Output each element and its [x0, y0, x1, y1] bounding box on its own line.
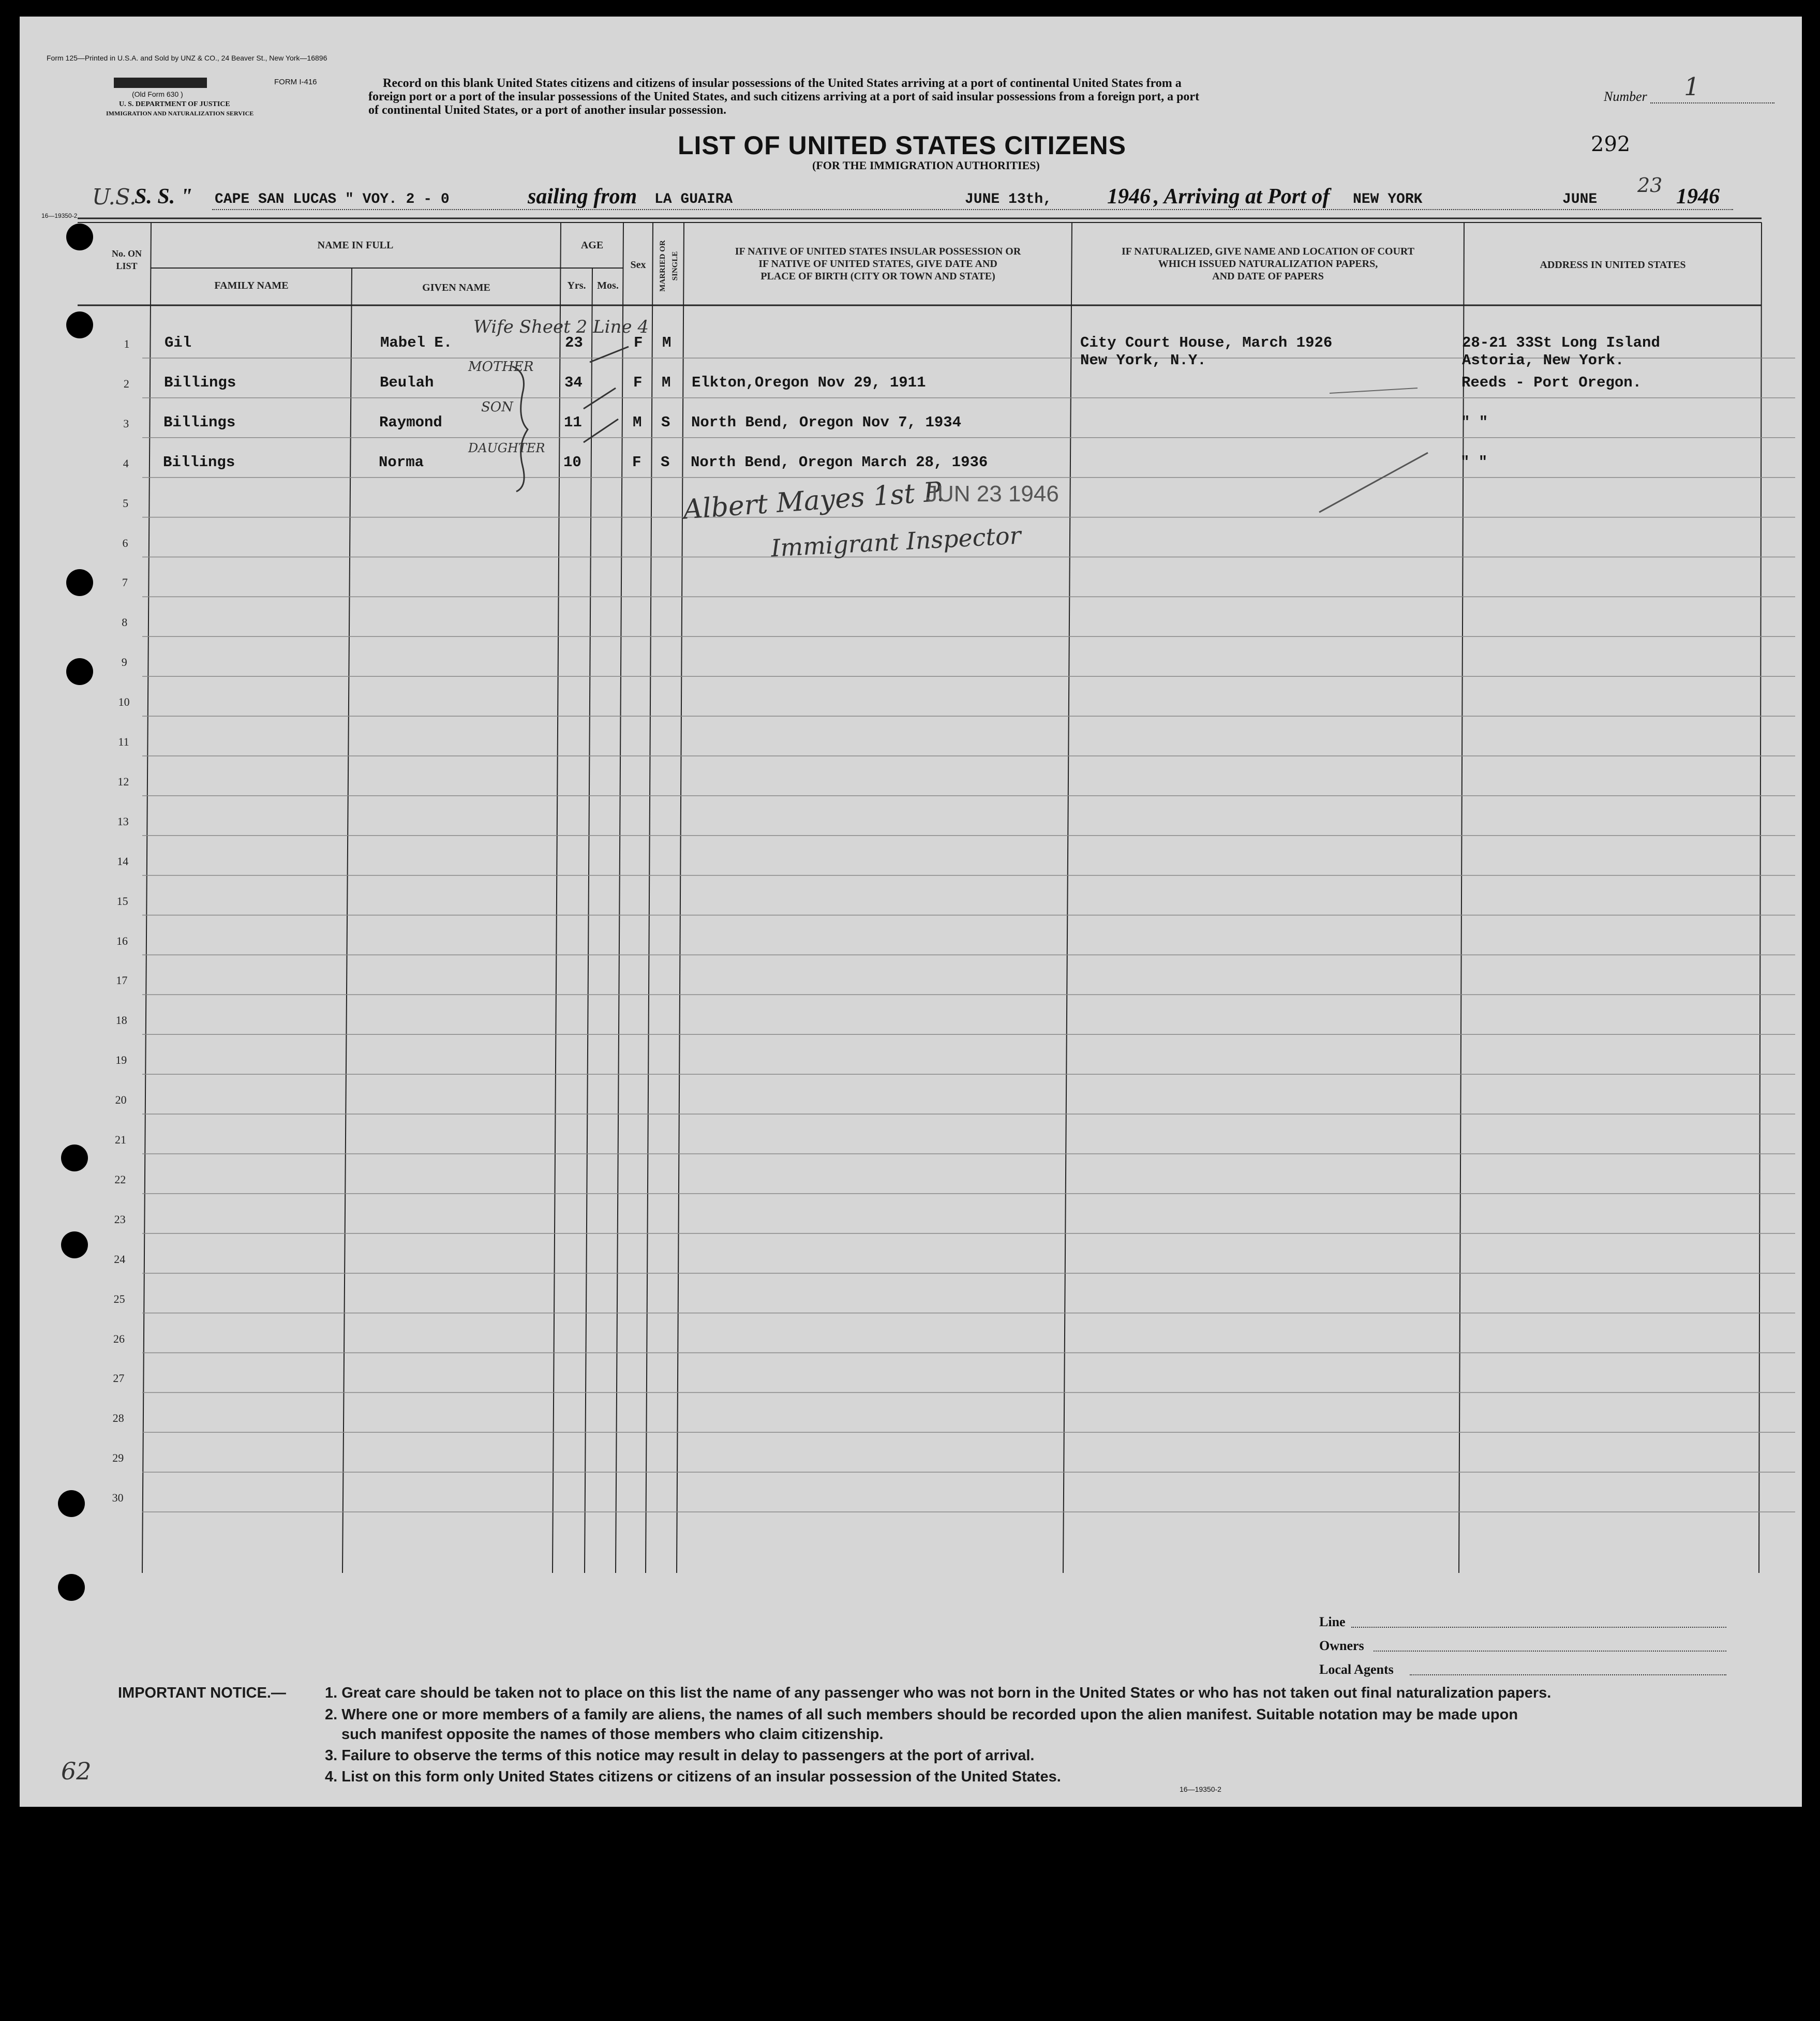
col-married-single: MARRIED OR SINGLE — [659, 240, 679, 292]
age-years-cell: 11 — [564, 413, 582, 431]
family-bracket — [507, 362, 548, 497]
col-naturalized-2: WHICH ISSUED NATURALIZATION PAPERS, — [1158, 258, 1378, 270]
marital-status-cell: S — [661, 453, 670, 471]
row-number: 17 — [116, 974, 128, 987]
birth-place-cell: North Bend, Oregon Nov 7, 1934 — [691, 413, 962, 431]
col-sex: Sex — [630, 259, 646, 271]
row-number: 30 — [112, 1491, 124, 1505]
daughter-note: DAUGHTER — [468, 441, 545, 455]
page-number: 292 — [1591, 132, 1631, 156]
row-number: 22 — [114, 1172, 126, 1186]
row-number: 1 — [124, 337, 130, 350]
col-address: ADDRESS IN UNITED STATES — [1540, 259, 1686, 271]
address-cell: 28-21 33St Long Island — [1462, 334, 1660, 351]
col-native-3: PLACE OF BIRTH (CITY OR TOWN AND STATE) — [760, 271, 995, 282]
arrival-year: 1946 — [1676, 185, 1720, 209]
address-cell: " " — [1460, 453, 1488, 471]
line-label: Line — [1319, 1614, 1346, 1629]
sex-cell: M — [633, 413, 642, 431]
age-years-cell: 34 — [564, 374, 583, 391]
sailing-label: sailing from — [528, 185, 637, 209]
inspector-stamp-date: JUN 23 1946 — [926, 481, 1059, 507]
given-name-cell: Mabel E. — [380, 334, 453, 351]
row-number: 13 — [117, 814, 129, 828]
row-number: 21 — [115, 1133, 126, 1146]
local-agents-label: Local Agents — [1319, 1662, 1394, 1677]
number-label: Number — [1604, 89, 1647, 104]
col-native-2: IF NATIVE OF UNITED STATES, GIVE DATE AND — [758, 258, 997, 270]
family-name-cell: Billings — [164, 374, 236, 391]
row-number: 2 — [123, 377, 129, 390]
notice-4: 4. List on this form only United States citizens or citizens of an insular possession of the United States. — [325, 1769, 1061, 1785]
row-number: 5 — [123, 496, 129, 510]
sailing-from: LA GUAIRA — [654, 191, 733, 207]
col-native-1: IF NATIVE OF UNITED STATES INSULAR POSSESSION OR — [735, 246, 1021, 257]
form-number: FORM I-416 — [274, 78, 317, 86]
row-number: 8 — [122, 616, 128, 629]
row-number: 11 — [118, 735, 129, 748]
col-no-on-list: No. ON LIST — [112, 248, 142, 271]
notice-2a: 2. Where one or more members of a family are aliens, the names of all such members should be recorded upon the alien manifest. Suitable notation may be made upon — [325, 1706, 1518, 1723]
owners-label: Owners — [1319, 1638, 1364, 1653]
row-number: 18 — [115, 1014, 127, 1027]
binder-hole — [58, 1574, 85, 1601]
address-cell-line-2: Astoria, New York. — [1462, 352, 1624, 369]
col-age: AGE — [580, 240, 604, 251]
given-name-cell: Beulah — [380, 374, 434, 391]
ship-prefix: U.S. — [92, 184, 137, 210]
col-family-name: FAMILY NAME — [214, 280, 289, 291]
old-form: (Old Form 630 ) — [132, 90, 183, 98]
col-naturalized-3: AND DATE OF PAPERS — [1212, 271, 1324, 282]
arriving-label: , Arriving at Port of — [1154, 185, 1330, 209]
row-number: 29 — [112, 1451, 124, 1465]
marital-status-cell: M — [662, 334, 672, 351]
notice-heading: IMPORTANT NOTICE.— — [118, 1685, 286, 1701]
row-number: 15 — [116, 894, 128, 908]
arrival-port: NEW YORK — [1353, 191, 1423, 207]
col-naturalized-1: IF NATURALIZED, GIVE NAME AND LOCATION OF COURT — [1121, 246, 1414, 257]
col-mos: Mos. — [597, 280, 619, 291]
address-cell: " " — [1461, 413, 1488, 431]
wife-note: Wife Sheet 2 Line 4 — [473, 317, 649, 337]
row-number: 20 — [115, 1093, 127, 1107]
bottom-left-mark: 62 — [61, 1757, 92, 1785]
check-marks — [579, 341, 636, 497]
row-number: 25 — [113, 1292, 125, 1305]
sex-cell: F — [633, 374, 643, 391]
page-subtitle: (FOR THE IMMIGRATION AUTHORITIES) — [812, 159, 1040, 172]
age-years-cell: 10 — [563, 453, 581, 471]
agents-underline — [1410, 1674, 1726, 1675]
notice-2b: such manifest opposite the names of those members who claim citizenship. — [341, 1726, 884, 1743]
row-number: 27 — [113, 1372, 125, 1385]
col-name-in-full: NAME IN FULL — [317, 240, 394, 251]
row-number: 14 — [117, 854, 129, 868]
row-number: 16 — [116, 934, 128, 947]
inspector-signature: Albert Mayes 1st P. — [682, 476, 946, 526]
court-cell: City Court House, March 1926 — [1080, 334, 1333, 351]
row-number: 26 — [113, 1332, 125, 1345]
ditto-stroke — [1314, 445, 1438, 517]
ss-label: S. S. " — [135, 185, 193, 209]
printer-line: Form 125—Printed in U.S.A. and Sold by UNZ & CO., 24 Beaver St., New York—16896 — [47, 54, 327, 62]
record-text-1: Record on this blank United States citizens and citizens of insular possessions of the United States arriving at a port of continental United States from a — [383, 77, 1182, 90]
mother-note: MOTHER — [468, 359, 534, 375]
age-years-cell: 23 — [565, 334, 583, 351]
binder-hole — [66, 569, 93, 596]
col-yrs: Yrs. — [567, 280, 586, 291]
binder-hole — [66, 311, 93, 338]
arrival-month: JUNE — [1562, 191, 1598, 207]
notice-1: 1. Great care should be taken not to place on this list the name of any passenger who was not born in the United States or who has not taken out final naturalization papers. — [325, 1685, 1552, 1701]
court-cell-line-2: New York, N.Y. — [1080, 352, 1206, 369]
arrival-day: 23 — [1637, 174, 1663, 197]
line-underline — [1351, 1627, 1726, 1628]
son-note: SON — [481, 399, 513, 415]
binder-hole — [61, 1145, 88, 1171]
date-from: JUNE 13th, — [965, 191, 1052, 207]
service: IMMIGRATION AND NATURALIZATION SERVICE — [106, 110, 254, 117]
family-name-cell: Gil — [165, 334, 192, 351]
record-text-3: of continental United States, or a port of another insular possession. — [368, 103, 727, 117]
department: U. S. DEPARTMENT OF JUSTICE — [119, 100, 230, 108]
row-number: 9 — [121, 656, 127, 669]
row-number: 6 — [122, 536, 128, 549]
birth-place-cell: North Bend, Oregon March 28, 1936 — [691, 453, 988, 471]
marital-status-cell: M — [662, 374, 671, 391]
row-number: 4 — [123, 456, 129, 470]
col-given-name: GIVEN NAME — [422, 282, 490, 293]
row-number: 23 — [114, 1212, 126, 1226]
given-name-cell: Raymond — [379, 413, 442, 431]
sex-cell: F — [632, 453, 642, 471]
birth-place-cell: Elkton,Oregon Nov 29, 1911 — [692, 374, 926, 391]
binder-hole — [58, 1490, 85, 1517]
side-code: 16—19350-2 — [41, 212, 78, 219]
owners-underline — [1374, 1651, 1726, 1652]
row-number: 7 — [122, 576, 128, 589]
binder-hole — [66, 224, 93, 250]
address-cell: Reeds - Port Oregon. — [1461, 374, 1642, 391]
page-title: LIST OF UNITED STATES CITIZENS — [678, 131, 1127, 160]
family-name-cell: Billings — [163, 413, 236, 431]
row-number: 19 — [115, 1053, 127, 1067]
row-number: 12 — [117, 775, 129, 788]
row-number: 28 — [112, 1411, 124, 1425]
court-dash — [1324, 378, 1428, 404]
row-number: 24 — [114, 1252, 126, 1266]
ship-name: CAPE SAN LUCAS " VOY. 2 - 0 — [215, 191, 450, 207]
notice-3: 3. Failure to observe the terms of this notice may result in delay to passengers at the port of arrival. — [325, 1747, 1035, 1764]
number-value: 1 — [1684, 72, 1700, 101]
year-from: 1946 — [1107, 185, 1151, 209]
binder-hole — [61, 1231, 88, 1258]
binder-hole — [66, 658, 93, 685]
bottom-code: 16—19350-2 — [1180, 1785, 1221, 1793]
marital-status-cell: S — [661, 413, 670, 431]
record-text-2: foreign port or a port of the insular possessions of the United States, and such citizens arriving at a port of said insular possessions from a foreign port, a port — [368, 90, 1200, 103]
row-number: 3 — [123, 417, 129, 430]
row-number: 10 — [118, 695, 130, 709]
given-name-cell: Norma — [379, 453, 424, 471]
inspector-title: Immigrant Inspector — [770, 521, 1022, 562]
sex-cell: F — [634, 334, 643, 351]
family-name-cell: Billings — [163, 453, 235, 471]
